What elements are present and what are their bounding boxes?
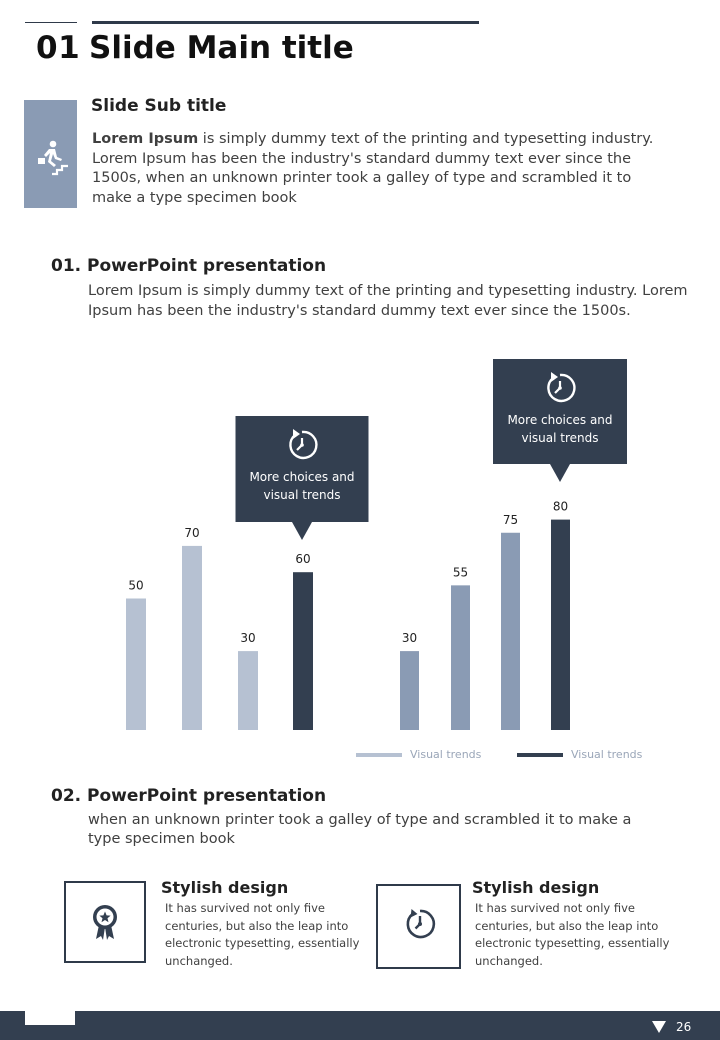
legend-swatch-1 xyxy=(356,753,402,757)
feature-text-2: It has survived not only five centuries, but also the leap into electronic typesetting, essentially unchanged. xyxy=(475,901,670,968)
person-climbing-stairs-icon xyxy=(32,140,70,176)
clock-center xyxy=(558,386,562,390)
clock-refresh-icon xyxy=(402,906,438,942)
feature-title-2: Stylish design xyxy=(472,878,600,897)
callout-text-line1: More choices and xyxy=(507,413,613,427)
bar-g2-4 xyxy=(551,520,570,730)
callout-text-line2: visual trends xyxy=(521,431,599,445)
callout-text-line1: More choices and xyxy=(249,470,355,484)
bar-value-label: 30 xyxy=(401,631,418,646)
triangle-down-icon xyxy=(652,1021,666,1033)
bar-value-label: 30 xyxy=(240,631,256,646)
feature-title-1: Stylish design xyxy=(161,878,289,897)
bar-value-label: 55 xyxy=(452,565,469,580)
legend-label-1: Visual trends xyxy=(410,748,482,761)
header-long-rule xyxy=(92,21,479,24)
header-short-rule xyxy=(25,22,77,23)
legend-swatch-2 xyxy=(517,753,563,757)
clock-center xyxy=(300,443,304,447)
bar-value-label: 75 xyxy=(502,512,519,527)
footer-tab xyxy=(25,1011,75,1025)
bar-value-label: 80 xyxy=(552,499,569,514)
section1-text: Lorem Ipsum is simply dummy text of the printing and typesetting industry. Lorem Ipsum has been the industry's standard dummy text ever since the 1500s. xyxy=(88,283,688,319)
intro-lead-text: is simply dummy text of the printing and typesetting industry. Lorem Ipsum has been the industry's standard dummy text ever since the 1500s, when an unknown printer took a galley of type and scrambled it to make a type specimen book xyxy=(92,131,654,206)
bar-g2-3 xyxy=(501,533,520,730)
bar-g2-1 xyxy=(400,651,419,730)
legend-label-2: Visual trends xyxy=(571,748,643,761)
bar-g2-2 xyxy=(451,585,470,730)
award-badge-icon xyxy=(90,903,120,943)
section1-heading: 01. PowerPoint presentation xyxy=(51,256,327,276)
bar-value-label: 60 xyxy=(295,552,311,567)
feature-text-1: It has survived not only five centuries, but also the leap into electronic typesetting, essentially unchanged. xyxy=(165,901,360,968)
bar-g1-3 xyxy=(238,651,258,730)
bar-chart xyxy=(0,350,720,770)
section2-text: when an unknown printer took a galley of type and scrambled it to make a type specimen book xyxy=(88,812,632,847)
footer-bar xyxy=(0,1011,720,1040)
bar-g1-2 xyxy=(182,546,202,730)
intro-lead-bold: Lorem Ipsum xyxy=(92,131,199,147)
callout-pointer xyxy=(292,522,312,540)
feature-icon-box-1 xyxy=(64,881,146,963)
bar-g1-1 xyxy=(126,599,146,731)
page-number: 26 xyxy=(676,1020,692,1034)
subtitle-icon-box xyxy=(24,100,77,208)
bar-value-label: 50 xyxy=(128,578,144,593)
bar-value-label: 70 xyxy=(184,525,200,540)
page-title: Slide Main title xyxy=(89,30,354,66)
section2-heading: 02. PowerPoint presentation xyxy=(51,786,327,806)
callout-text-line2: visual trends xyxy=(263,488,341,502)
feature-icon-box-2 xyxy=(376,884,461,969)
callout-pointer xyxy=(550,464,570,482)
subtitle: Slide Sub title xyxy=(91,96,227,116)
intro-paragraph xyxy=(92,130,662,208)
bar-g1-4 xyxy=(293,572,313,730)
slide-number-title: 01 xyxy=(36,30,81,66)
